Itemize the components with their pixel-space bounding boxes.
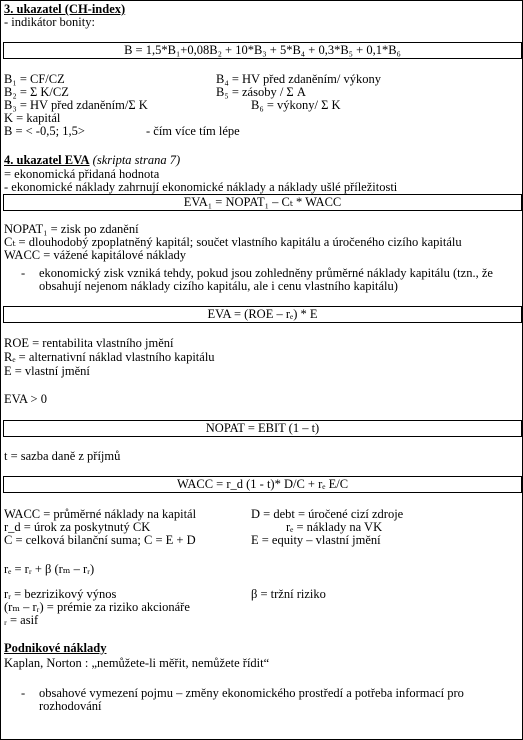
ch-index-formula-box: B = 1,5*B₁+0,08B₂ + 10*B₃ + 5*B₄ + 0,3*B₅ + 0,1*B₆	[3, 42, 522, 59]
section-4-note: (skripta strana 7)	[92, 153, 181, 167]
asif-note: ᵣ = asif	[4, 613, 39, 627]
costs-bullet-line-2: rozhodování	[39, 699, 102, 713]
section-3-subtitle: - indikátor bonity:	[4, 15, 95, 29]
economic-profit-line-2: obsahují nejenom náklady cizího kapitálu, ale i cenu vlastního kapitálu)	[39, 279, 398, 293]
section-3-heading: 3. ukazatel (CH-index)	[4, 2, 126, 16]
e-definition: E = vlastní jmění	[4, 364, 90, 378]
economic-profit-line-1: ekonomický zisk vzniká tehdy, pokud jsou zohledněny průměrné náklady kapitálu (tzn., že	[39, 266, 493, 280]
wacc-formula-box: WACC = r_d (1 - t)* D/C + rₑ E/C	[3, 476, 522, 493]
b3-definition: B₃ = HV před zdaněním/Σ K	[4, 98, 148, 112]
eva-meaning: = ekonomická přidaná hodnota	[4, 167, 160, 181]
b6-definition: B₆ = výkony/ Σ K	[251, 98, 341, 112]
re-definition: Rₑ = alternativní náklad vlastního kapitálu	[4, 350, 215, 364]
premium-definition: (rₘ – rᵣ) = prémie za riziko akcionáře	[4, 600, 190, 614]
eva-formula-box: EVA₁ = NOPAT₁ – Cₜ * WACC	[3, 194, 522, 211]
eva-roe-formula-box: EVA = (ROE – rₑ) * E	[3, 306, 522, 323]
eva-condition: EVA > 0	[4, 392, 47, 406]
ct-definition: Cₜ = dlouhodobý zpoplatněný kapitál; součet vlastního kapitálu a úročeného cizího kapitálu	[4, 235, 462, 249]
re-cost-definition: rₑ = náklady na VK	[286, 520, 383, 534]
costs-bullet-line-1: obsahové vymezení pojmu – změny ekonomického prostředí a potřeba informací pro	[39, 686, 464, 700]
capm-formula: rₑ = rᵣ + β (rₘ – rᵣ)	[4, 562, 95, 576]
b-range-note: - čím více tím lépe	[146, 124, 240, 138]
section-4-heading	[4, 154, 180, 167]
b1-definition: B₁ = CF/CZ	[4, 72, 65, 86]
section-4-title: 4. ukazatel EVA	[4, 153, 90, 167]
nopat-definition: NOPAT₁ = zisk po zdanění	[4, 222, 139, 236]
debt-definition: D = debt = úročené cizí zdroje	[251, 507, 404, 521]
b5-definition: B₅ = zásoby / Σ A	[216, 85, 306, 99]
rf-definition: rᵣ = bezrizikový výnos	[4, 587, 117, 601]
section-5-heading: Podnikové náklady	[4, 641, 107, 655]
kaplan-quote: Kaplan, Norton : „nemůžete-li měřit, nemůžete řídit“	[4, 656, 270, 670]
b2-definition: B₂ = Σ K/CZ	[4, 85, 69, 99]
economic-costs-note: - ekonomické náklady zahrnují ekonomické náklady a náklady ušlé příležitosti	[4, 180, 398, 194]
b4-definition: B₄ = HV před zdaněním/ výkony	[216, 72, 381, 86]
bullet-dash: -	[21, 686, 26, 700]
tax-rate-definition: t = sazba daně z příjmů	[4, 449, 121, 463]
rd-definition: r_d = úrok za poskytnutý CK	[4, 520, 151, 534]
roe-definition: ROE = rentabilita vlastního jmění	[4, 336, 174, 350]
bullet-dash: -	[21, 266, 26, 280]
nopat-formula-box: NOPAT = EBIT (1 – t)	[3, 420, 522, 437]
k-definition: K = kapitál	[4, 111, 61, 125]
b-range: B = < -0,5; 1,5>	[4, 124, 85, 138]
equity-definition: E = equity – vlastní jmění	[251, 533, 381, 547]
wacc-short-definition: WACC = vážené kapitálové náklady	[4, 248, 186, 262]
c-definition: C = celková bilanční suma; C = E + D	[4, 533, 196, 547]
wacc-definition: WACC = průměrné náklady na kapitál	[4, 507, 197, 521]
beta-definition: β = tržní riziko	[251, 587, 326, 601]
